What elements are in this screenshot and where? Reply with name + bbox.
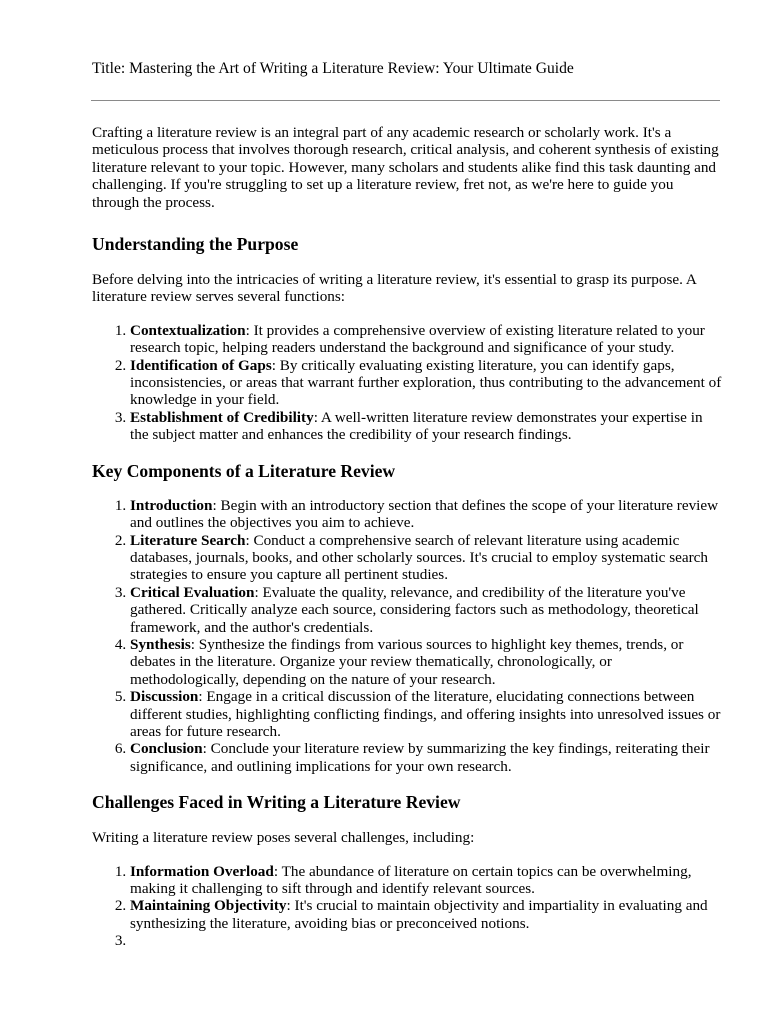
title-divider: [91, 100, 720, 101]
section-lead-purpose: Before delving into the intricacies of writing a literature review, it's essential to grasp its purpose. A literature review serves several functions:: [92, 271, 697, 306]
list-item: [130, 740, 722, 775]
list-item-term: Information Overload: [130, 862, 274, 880]
list-item-text: : It's crucial to maintain objectivity and impartiality in evaluating and synthesizing the literature, avoiding bias or preconceived notions.: [130, 897, 708, 932]
list-item-term: Maintaining Objectivity: [130, 897, 287, 915]
section-heading-purpose: Understanding the Purpose: [92, 234, 299, 255]
list-item-text: : Begin with an introductory section that defines the scope of your literature review and outlines the objectives you aim to achieve.: [130, 496, 719, 532]
list-item-text: : A well-written literature review demonstrates your expertise in the subject matter and enhances the credibility of your research findings.: [130, 408, 703, 444]
list-item-term: Establishment of Credibility: [130, 408, 314, 426]
document-page: [92, 59, 722, 950]
list-item-text: : The abundance of literature on certain topics can be overwhelming, making it challenging to sift through and identify relevant sources.: [130, 862, 692, 897]
list-item-text: : Conclude your literature review by summarizing the key findings, reiterating their significance, and outlining implications for your own research.: [130, 740, 710, 775]
challenges-list: [92, 863, 722, 950]
list-item-text: : Engage in a critical discussion of the literature, elucidating connections between different studies, highlighting conflicting findings, and offering insights into unresolved issues or areas for future research.: [130, 688, 721, 740]
list-item-term: Identification of Gaps: [130, 356, 272, 374]
list-item-term: Critical Evaluation: [130, 583, 255, 601]
list-item: [130, 932, 722, 949]
section-lead-challenges: Writing a literature review poses several challenges, including:: [92, 829, 475, 847]
list-item: [130, 357, 722, 409]
list-item-term: Introduction: [130, 496, 213, 514]
section-heading-challenges: Challenges Faced in Writing a Literature Review: [92, 792, 461, 813]
list-item: [130, 409, 722, 444]
intro-paragraph: Crafting a literature review is an integral part of any academic research or scholarly work. It's a meticulous process that involves thorough research, critical analysis, and coherent synthesis of existing literature relevant to your topic. However, many scholars and students alike find this task daunting and challenging. If you're struggling to set up a literature review, fret not, as we're here to guide you through the process.: [92, 124, 719, 211]
section-heading-components: Key Components of a Literature Review: [92, 460, 396, 481]
list-item-term: Conclusion: [130, 740, 203, 758]
components-list: [92, 497, 722, 776]
purpose-list: [92, 322, 722, 444]
list-item-text: : Conduct a comprehensive search of relevant literature using academic databases, journals, books, and other scholarly sources. It's crucial to employ systematic search strategies to ensure you capture all pertinent studies.: [130, 531, 709, 584]
list-item-term: Literature Search: [130, 531, 246, 549]
list-item-term: Synthesis: [130, 635, 191, 653]
list-item: [130, 532, 722, 584]
list-item-text: : It provides a comprehensive overview of existing literature related to your research topic, helping readers understand the background and significance of your study.: [130, 321, 705, 357]
list-item-text: : By critically evaluating existing literature, you can identify gaps, inconsistencies, or areas that warrant further exploration, thus contributing to the advancement of knowledge in your field.: [130, 356, 722, 409]
list-item: [130, 863, 722, 898]
list-item: [130, 688, 722, 740]
list-item-term: Discussion: [130, 688, 199, 706]
list-item: [130, 584, 722, 636]
list-item-term: Contextualization: [130, 321, 246, 339]
list-item: [130, 322, 722, 357]
document-title: Title: Mastering the Art of Writing a Literature Review: Your Ultimate Guide: [92, 60, 574, 77]
list-item: [130, 636, 722, 688]
list-item-text: : Evaluate the quality, relevance, and credibility of the literature you've gathered. Critically analyze each source, considering factors such as methodology, theoretical framework, and the author's credentials.: [130, 583, 699, 636]
list-item: [130, 497, 722, 532]
list-item-text: : Synthesize the findings from various sources to highlight key themes, trends, or debates in the literature. Organize your review thematically, chronologically, or methodologically, depending on the nature of your research.: [130, 635, 684, 688]
list-item: [130, 897, 722, 932]
